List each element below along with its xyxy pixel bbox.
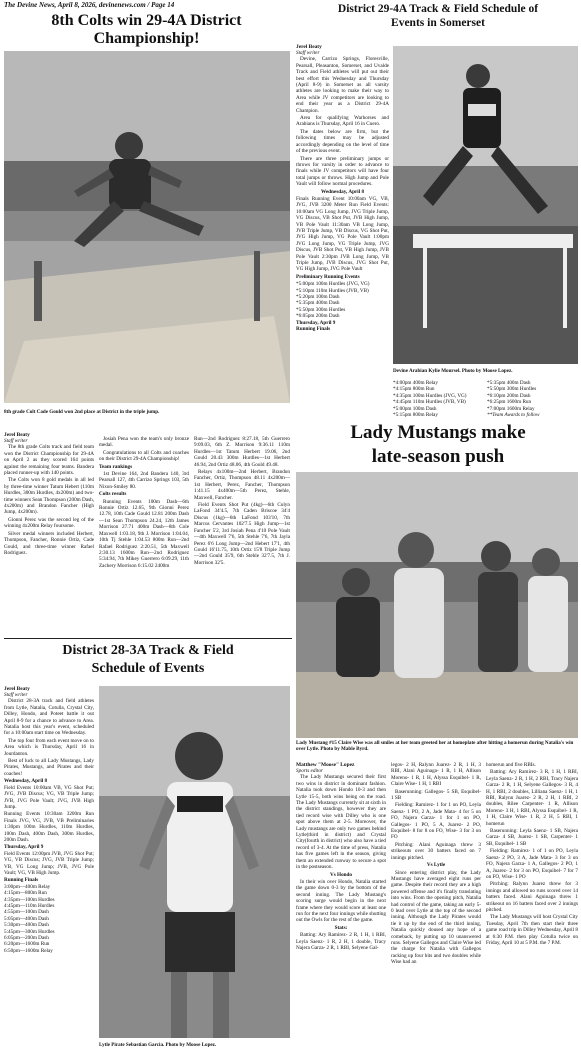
mustangs-homeplate-photo [296, 472, 578, 738]
district28-wed-field: Field Events 10:00am VB, VG Shot Put; JVG, JVB Discus; VG, VB Triple Jump; JVB, JVG Pole Vault; JVG, JVB High Jump. [4, 784, 94, 810]
district28-finals-item: 3:00pm—400m Relay [4, 883, 51, 890]
district29-headline-line2: Events in Somerset [391, 17, 485, 29]
mustangs-batting: Batting: Ary Ramirez- 3 R, 1 H, 1 RBI, Leyla Saenz- 2 R, 1 H, 2 RBI, Tracy Najera Garza- 2 R, 1 H, Selyene Gallegos- 3 R, 4 H, 1 RBI, 2 doubles, Lilliana Saenz- 1 H, 1 RBI, Ralynn Juarez- 2 R, 2 H, 1 RBI, 2 doubles, Rilee Carpenter- 1 R, Allison Moreno- 3 H, 1 RBI, Alyssa Esquibel- 1 R, 1 H, Claire Wise- 1 R, 2 H, 5 RBI, 1 homerun [486, 769, 578, 827]
district28-finals-item: 5:45pm—300m Hurdles [4, 928, 55, 935]
district28-paragraph: Best of luck to all Lady Mustangs, Lady Pirates, Mustangs, and Pirates and their coaches! [4, 758, 94, 777]
district29-paragraph: Area for qualifying Warhorses and Arabians is Thursday, April 16 in Cuero. [296, 115, 389, 128]
district28-finals-item: 5:05pm—400m Dash [4, 915, 49, 922]
district28-thu-title: Thursday, April 9 [4, 844, 44, 851]
district29-role: Staff writer [296, 50, 320, 57]
mustangs-fielding: Fielding: Ramirez- 1 of 1 on PO, Leyla Saenz- 2 PO, 3 A, Jade Mata- 3 for 3 on FO, Najera Garza- 1 A, Gallegos- 2 PO, 1 A, Juarez- 2 for 3 on PO, Esquibel- 7 for 7 on FO, Wise- 1 PO [486, 848, 578, 880]
colts-headline-line2: Championship! [93, 30, 200, 47]
mustangs-headline-line1: Lady Mustangs make [350, 422, 526, 443]
district28-role: Staff writer [4, 692, 28, 699]
district29-thu-sub: Running Finals [296, 326, 331, 333]
colts-paragraph: The 8th grade Colts track and field team won the District Championship for 29-4A on April 2 as they scored 164 points against the remaining four teams. Bandera placed runner-up with 140 points. [4, 444, 94, 477]
colts-field-events: Field Events Shot Put (4kg)—6th Colyn LaFond 34'4.5, 7th Caden Briscoe 34'4 Discus (1kg)—6th LaFond 103'10, 7th Marcus Cervantes 102'7.5 High Jump—1st Fancher 5'2, 3rd Josiah Pena 4'10 Pole Vault—4th Maxwell 7'6, 5th Stehle 7'6, 7th Jayla Perez 6'6 Long Jump—2nd Hebert 17'1, 4th Gould 16'11.75, 10th Ortiz 15'8 Triple Jump—2nd Gould 35'9, 6th Stehle 32'7.5, 7th J. Morrison 32'5. [194, 502, 290, 566]
district29-paragraph: The dates below are firm, but the following times may be adjusted accordingly depending on the level of time of the previous event. [296, 128, 389, 155]
district29-schedule-item: *5:35pm 400m Dash [487, 380, 531, 386]
colts-article-col1 [4, 432, 94, 632]
district29-schedule-item: *5:50pm 300m Hurdles [487, 386, 537, 393]
district29-prelim-item: *5:35pm 400m Dash [296, 300, 340, 307]
softball-celebration-image [296, 472, 578, 738]
district29-schedule-item: *6:10pm 200m Dash [487, 392, 531, 399]
mustangs-paragraph: The Lady Mustangs will host Crystal City Tuesday, April 7th then start their three game road trip in Dilley Wednesday, April 8 at 6:30 P.M. then play Cotulla twice on Friday, April 10 at 5 P.M. the 7 P.M. [486, 914, 578, 946]
mustangs-fielding: Fielding: Ramirez- 1 for 1 on PO, Leyla Saenz- 1 PO, 2 A, Jade Mata- 4 for 5 on FO, Najera Garza- 1 for 1 on PO, Gallegos- 1 PO, 5 A, Juarez- 2 PO, Esquibel- 8 for 8 on FO, Wise- 3 for 3 on FO [391, 802, 481, 841]
district29-wed-title: Wednesday, April 8 [320, 188, 365, 195]
district29-thu-title: Thursday, April 9 [296, 319, 336, 326]
mustangs-paragraph: Since entering district play, the Lady Mustangs have averaged eight runs per game. Despite their record they are a high powered offense and it's finally translating into wins. From the opening pitch, Natalia had control of the game, taking an early 5-0 lead over Lytle at the top of the second inning. Although the Lady Pirates would tie it up by the end of the third inning, Natalia quickly doused any hope of a comeback, by putting up 10 unanswered runs. Selyene Gallegos and Claire Wise led the charge for Natalia with Gallegos racking up four hits and two doubles while Wise had an [391, 869, 481, 966]
colts-photo-caption: 8th grade Colt Cade Gould won 2nd place at District in the triple jump. [4, 409, 160, 415]
district28-finals-item: 4:15pm—800m Run [4, 890, 47, 897]
district29-schedule-item: *4:45pm 110m Hurdles (JVB, VB) [393, 399, 466, 406]
colts-article-col2 [99, 436, 189, 636]
colts-results-title: Colts results [99, 491, 127, 498]
colts-relays: Relays 4x100m—2nd Herbert, Brandon Fancher, Ortiz, Thompson 48.11 4x200m—1st Herbert, Perez, Fancher, Thompson 1:41.15 4x400m—5th Perez, Stehle, Maxwell, Fancher. [194, 469, 290, 501]
district29-article-col2 [393, 380, 483, 422]
runner-image [99, 686, 290, 1038]
mustangs-stats-title: Stats: [334, 924, 348, 931]
mustangs-paragraph: In their win over Hondo, Natalia started the game down 0-3 by the bottom of the second inning. The Lady Mustang's scoring surge would begin in the next frame where they would score at least one run for the next four innings while shutting out the Owls for the rest of the game. [296, 878, 386, 924]
district28-wed-running: Running Events 10:30am 3200m Run Finals JVG, VG, JVB, VB Preliminaries 1:30pm 100m Hurdles, 110m Hurdles, 100m Dash, 400m Dash, 300m Hurdles, 200m Dash. [4, 811, 94, 843]
colts-paragraph: Josiah Pena won the team's only bronze medal. [99, 436, 189, 449]
district29-byline: Jerel Beaty [296, 44, 322, 50]
colts-role: Staff writer [4, 438, 28, 445]
district29-article-col1 [296, 44, 389, 396]
district28-photo-caption: Lytle Pirate Sebastian Garcia. Photo by Moose Lopez. [99, 1042, 217, 1048]
mustangs-byline: Matthew "Moose" Lopez [296, 762, 355, 768]
mustangs-baserunning: Baserunning: Gallegos- 5 SB, Esquibel- 1 SB [391, 788, 481, 802]
mustangs-article-col3 [486, 762, 578, 1064]
district29-prelim-title: Preliminary Running Events [296, 273, 360, 280]
district29-photo-caption: Devine Arabian Kylie Moursel. Photo by Moose Lopez. [393, 368, 513, 374]
district28-finals-item: 4:35pm—100m Hurdles [4, 896, 55, 903]
district28-paragraph: The top four from each event move on to Area which is Thursday, April 16 in Jourdanton. [4, 737, 94, 757]
district29-note: **Team Awards to follow [487, 412, 540, 419]
district29-schedule-item: *4:00pm 400m Relay [393, 380, 438, 386]
mustangs-subhead-hondo: Vs Hondo [329, 871, 353, 878]
district28-finals-item: 4:45pm—110m Hurdles [4, 903, 55, 909]
masthead: The Devine News, April 8, 2026, devinenews.com / Page 14 [4, 1, 175, 9]
district28-runner-photo [99, 686, 290, 1038]
district29-schedule-item: *4:35pm 100m Hurdles (JVG, VG) [393, 392, 467, 399]
district29-prelim-item: *5:00pm 100m Hurdles (JVG, VG) [296, 281, 370, 288]
colts-triple-jump-photo [4, 51, 290, 403]
district29-prelim-item: *5:10pm 110m Hurdles (JVB, VB) [296, 287, 369, 294]
district29-hurdles-photo [393, 46, 578, 364]
district28-finals-item: 4:55pm—100m Dash [4, 909, 49, 916]
district28-thu-field: Field Events 12:00pm JVB, JVG Shot Put; VG, VB Discus; JVG, JVB Triple Jump; VB, VG Long Jump; JVB, JVG Pole Vault; VG, VB High Jump. [4, 850, 94, 876]
colts-paragraph: Gionni Perez was the second leg of the winning 4x200m Relay foursome. [4, 516, 94, 530]
district28-byline: Jerel Beaty [4, 686, 30, 692]
colts-paragraph: Congratulations to all Colts and coaches on their District 29-4A Championship! [99, 449, 189, 463]
colts-paragraph: Silver medal winners included Herbert, Thompson, Fancher, Ronnie Ortiz, Cade Gould, and three-time winner Rafael Rodriguez. [4, 530, 94, 556]
district29-article-col3 [487, 380, 579, 422]
mustangs-paragraph: The Lady Mustangs secured their first two wins in district in dominant fashion. Natalia took down Hondo 10-3 and then Lytle 15-5, both wins being on the road. The Lady Mustangs currently sit at sixth in the district standings, however they are tied record wise with Dilley who is one spot above them at 2-5. Moreover, the Lady mustangs are only two games behind Lytle(third in district) and Crystal City(fourth in district) who also have a tied record of 3-4. At the time of press, Natalia has five games left in the season, giving them an extended runway to secure a spot in the postseason. [296, 774, 386, 871]
colts-headline-line1: 8th Colts win 29-4A District [51, 12, 242, 29]
district29-prelim-item: *6:05pm 200m Dash [296, 313, 340, 320]
district28-finals-title: Running Finals [4, 877, 39, 884]
district29-schedule-item: *5:15pm 800m Relay [393, 412, 438, 419]
district29-paragraph: There are three preliminary jumps or throws for varsity in order to advance to finals while JV competitors will have four total jumps or throws. High Jump and Pole Vault will follow normal procedures. [296, 155, 389, 188]
mustangs-paragraph: homerun and five RBIs. [486, 762, 536, 768]
colts-article-col3 [194, 436, 290, 621]
district28-finals-item: 6:05pm—200m Dash [4, 935, 49, 942]
district28-finals-item: 5:30pm—400m Dash [4, 922, 49, 929]
mustangs-stats: Batting: Ary Ramirez- 2 R, 1 H, 1 RBI, Leyla Saenz- 1 R, 2 H, 1 double, Tracy Najera Garza- 2 R, 1 RBI, Selyene Gal- [296, 932, 386, 951]
district29-schedule-item: *6:25pm 1600m Run [487, 399, 532, 406]
district28-finals-item: 6:50pm—1600m Relay [4, 947, 53, 954]
colts-byline: Jerel Beaty [4, 432, 30, 438]
colts-paragraph: The Colts won 8 gold medals in all led by three-time winner Tatum Hebert (110m Hurdles, 300m Hurdles, 4x200m) and two-time winners Sean Thompson (200m Dash, 4x200m) and Brandon Fancher (High Jump, 4x200m). [4, 477, 94, 516]
mustangs-article-col1 [296, 762, 386, 1064]
mustangs-photo-caption: Lady Mustang #15 Claire Wise was all smiles at her team greeted her at homeplate after hitting a homerun during Natalia's win over Lytle. Photo by Mable Byrd. [296, 740, 574, 752]
district29-schedule-item: *7:00pm 1600m Relay [487, 405, 535, 412]
triple-jump-image [4, 51, 290, 403]
district28-article-col1 [4, 686, 94, 1064]
district29-paragraph: Devine, Carrizo Springs, Floresville, Pearsall, Pleasanton, Somerset, and Uvalde Track and Field athletes will put out their best effort this Wednesday and Thursday (April 8-9) in Somerset as all varsity athletes are looking to make their way to Area while JV competitors are looking to end their year as a District 29-4A Champion. [296, 56, 389, 114]
mustangs-pitching: Pitching: Ralynn Juarez threw for 3 innings and allowed no runs scored over 14 batters faced. Alani Aguinaga threw 1 strikeout on 16 batters faced over 2 innings pitched. [486, 881, 578, 913]
district29-wed-schedule: Finals Running Event 10:00am VG, VB, JVG, JVB 3200 Meter Run Field Events: 10:00am VG Long Jump, JVG Triple Jump, VG Discus, VB Shot Put, JVB High Jump, VB Pole Vault 11:30am VB Long Jump, JVB Triple Jump, VB Discus, VG Shot Put, JVG High Jump, VG Pole Vault 1:00pm JVG Long Jump, VG Triple Jump, JVG Discus, JVB Shot Put, VB High Jump, JVB Pole Vault 2:30pm JVB Long Jump, VB Triple Jump, JVB Discus, JVG Shot Put, VG High Jump, JVG Pole Vault [296, 195, 389, 273]
district28-headline-line2: Schedule of Events [91, 661, 205, 676]
district28-paragraph: District 28-3A track and field athletes from Lytle, Natalia, Cotulla, Crystal City, Dilley, Hondo, and Poteet battle it out April 8-9 for a chance to advance to Area. Natalia host this year's event, scheduled for a 10:00am start time on Wednesday. [4, 698, 94, 737]
mustangs-pitching: Pitching: Alani Aguinaga threw 3 strikeouts over 30 batters faced on 7 innings pitched. [391, 841, 481, 861]
hurdles-image [393, 46, 578, 364]
mustangs-baserunning: Baserunning: Leyla Saenz- 1 SB, Najera Garza- 4 SB, Juarez- 1 SB, Carpenter- 1 SB, Esquibel- 1 SB [486, 828, 578, 847]
colts-rankings: 1st Devine 164, 2nd Bandera 140, 3rd Pearsall 127, 4th Carrizo Springs 103, 5th Nixon-Smiley 80. [99, 471, 189, 490]
divider [4, 638, 292, 639]
mustangs-article-col2 [391, 762, 481, 1064]
mustangs-headline-line2: late-season push [371, 446, 505, 467]
colts-results-cont: Run—2nd Rodriguez 8:27.18, 5th Guerrero 9:09.03, 6th Z. Morrison 9:36.11 110m Hurdles—1st Tatum Herbert 19.06, 2nd Gould 20.43 300m Hurdles—1st Herbert 46.94, 2nd Ortiz 48.06, 4th Gould 49.48. [194, 436, 290, 468]
district28-headline-line1: District 28-3A Track & Field [62, 643, 234, 658]
mustangs-role: Sports editor [296, 768, 323, 775]
district28-finals-item: 6:20pm—1600m Run [4, 941, 50, 948]
district29-prelim-item: *5:20pm 100m Dash [296, 294, 340, 301]
colts-results: Running Events 100m Dash—6th Ronnie Ortiz 12.65, 9th Gionni Perez 12.78, 10th Cade Gould 12.81 200m Dash—1st Sean Thompson 24.24, 12th James Morrison 27.71 400m Dash—8th Cole Maxwell 1:03.18, 9th J. Morrison 1:04.04, 10th Tj Stehle 1:04.53 800m Run—2nd Rafael Rodriguez 2:20.51, 5th Maxwell 2:30.13 1600m Run—2nd Rodriguez 5:34.94, 7th Mikey Guerrero 6:09.29, 11th Zachery Morrison 6:15.02 2400m [99, 498, 189, 569]
district29-schedule-item: *5:00pm 100m Dash [393, 405, 437, 412]
colts-rankings-title: Team rankings [99, 463, 133, 470]
district28-wed-title: Wednesday, April 8 [4, 778, 48, 785]
district29-schedule-item: *4:15pm 800m Run [393, 386, 435, 393]
district29-headline-line1: District 29-4A Track & Field Schedule of [337, 3, 539, 15]
mustangs-stats-cont: legos- 2 H, Ralynn Juarez- 2 R, 1 H, 3 RBI, Alani Aguinaga- 1 R, 1 H, Allison Moreno- 1 R, 1 H, Alyssa Esquibel- 1 R, Claire Wise- 1 H, 1 RBI [391, 762, 481, 788]
district29-prelim-item: *5:50pm 300m Hurdles [296, 306, 346, 313]
mustangs-subhead-lytle: Vs Lytle [426, 862, 446, 869]
